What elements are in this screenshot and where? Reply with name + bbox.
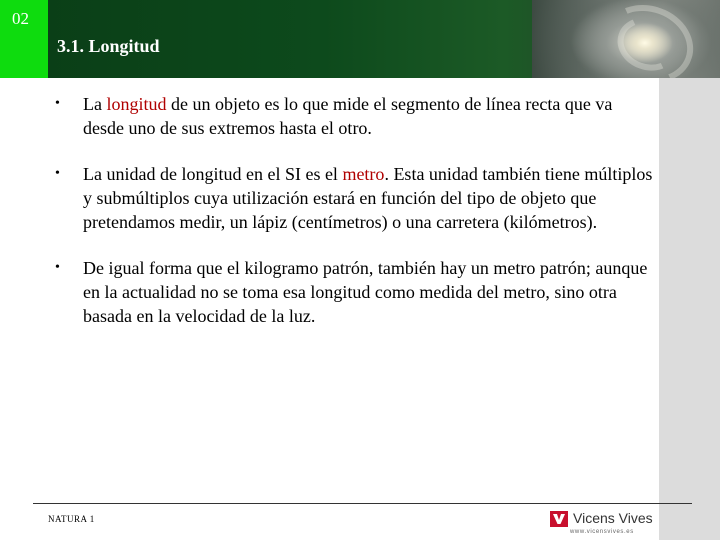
slide-header [0,0,720,78]
bullet-item [55,162,655,234]
slide-number-badge [0,0,48,78]
bullet-item [55,256,655,328]
galaxy-image [532,0,720,78]
bullet-marker: • [55,260,60,275]
footer-book-title: NATURA 1 [48,514,95,524]
slide-number: 02 [12,9,29,28]
highlighted-term: longitud [106,94,167,114]
bullet-item [55,92,655,140]
highlighted-term: metro [342,164,385,184]
footer-divider [33,503,692,504]
logo-name: Vicens Vives [573,510,653,526]
slide-title: 3.1. Longitud [57,36,160,56]
bullet-text: La unidad de longitud en el SI es el metro. Esta unidad también tiene múltiplos y submúltiplos cuya utilización estará en función del tipo de objeto que pretendamos medir, un lápiz (centímetros) o una carretera (kilómetros). [83,164,653,232]
bullet-text: De igual forma que el kilogramo patrón, también hay un metro patrón; aunque en la actualidad no se toma esa longitud como medida del metro, sino otra basada en la velocidad de la luz. [83,258,648,326]
right-decorative-strip [659,78,720,540]
logo-mark-icon [550,511,568,527]
publisher-logo [550,509,654,537]
bullet-text: La longitud de un objeto es lo que mide el segmento de línea recta que va desde uno de sus extremos hasta el otro. [83,94,613,138]
slide-content [55,92,655,328]
logo-url: www.vicensvives.es [570,529,634,535]
bullet-marker: • [55,166,60,181]
bullet-marker: • [55,96,60,111]
